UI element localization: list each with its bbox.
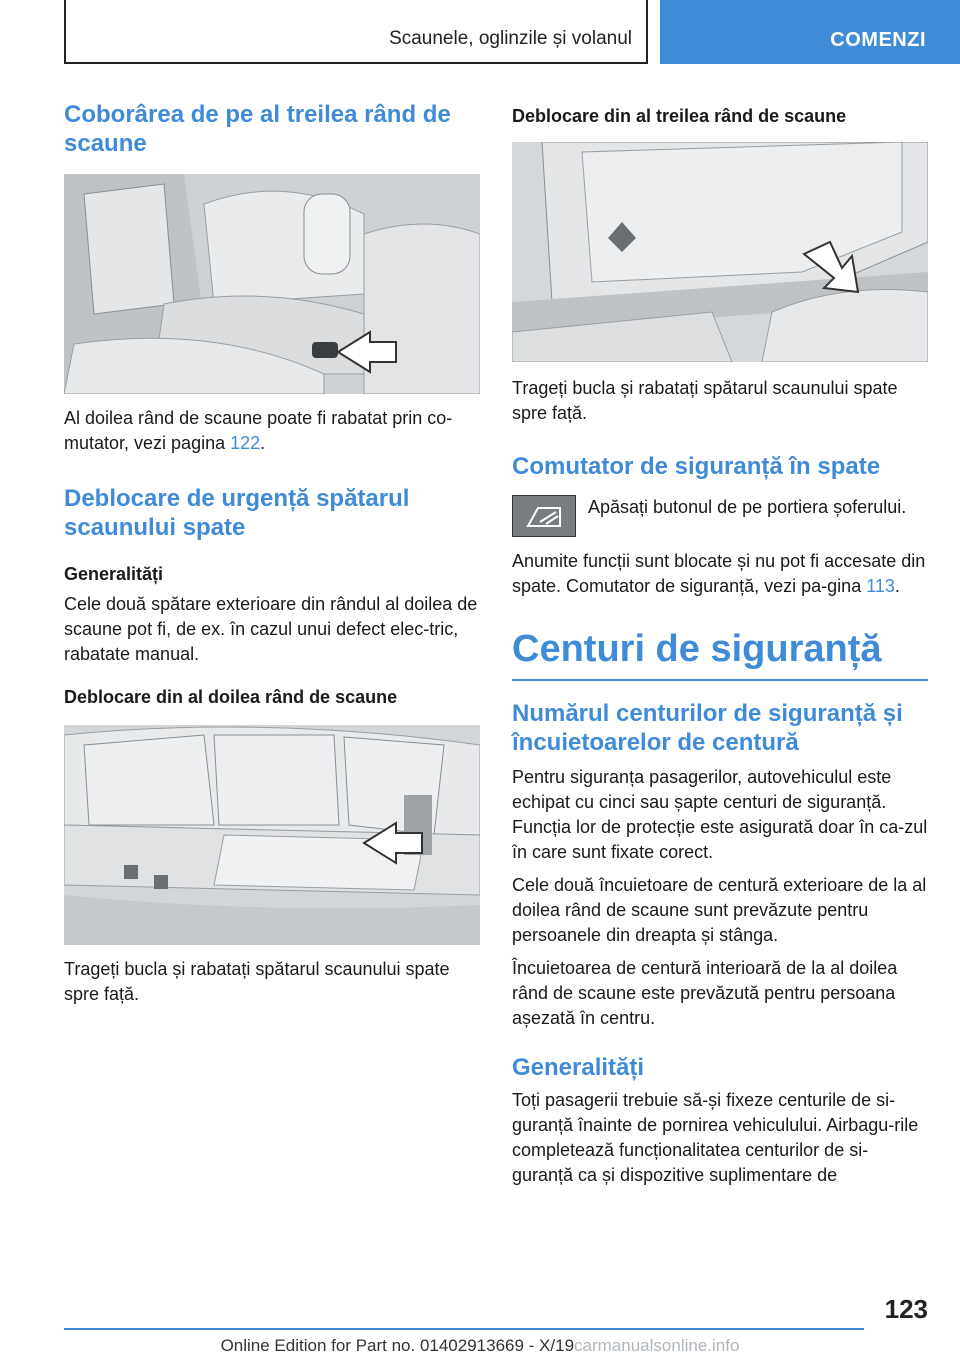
paragraph-end: .: [894, 576, 900, 596]
paragraph-outer-buckles: Cele două încuietoare de centură exterioare de la al doilea rând de scaune sunt prevăzute pentru persoanele din dreapta și stânga.: [512, 875, 927, 945]
right-column: [512, 100, 928, 1188]
edition-text: Online Edition for Part no. 01402913669 - X/19: [220, 1336, 575, 1355]
paragraph-end: .: [260, 433, 266, 453]
heading-number-of-belts: Numărul centurilor de siguranță și încuietoarelor de centură: [512, 700, 903, 756]
paragraph-pull-loop-2nd: Trageți bucla și rabatați spătarul scaunului spate spre față.: [64, 959, 450, 1004]
watermark: carmanualsonline.info: [574, 1336, 740, 1355]
paragraph-second-row: [64, 406, 480, 456]
paragraph-pull-loop-3rd: Trageți bucla și rabatați spătarul scaunului spate spre față.: [512, 378, 898, 423]
heading-general: Generalități: [64, 564, 164, 584]
heading-seat-belts: Centuri de siguranță: [512, 628, 882, 670]
page-link-122[interactable]: 122: [230, 433, 261, 453]
left-column: [64, 100, 480, 1007]
paragraph-inner-buckle: Încuietoarea de centură interioară de la al doilea rând de scaune este prevăzută pentru persoana așezată în centru.: [512, 958, 898, 1028]
paragraph-press-button: Apăsați butonul de pe portiera șoferului.: [588, 497, 907, 517]
figure-third-row-release: [512, 142, 928, 362]
paragraph-text: Anumite funcții sunt blocate și nu pot fi accesate din spate. Comutator de siguranță, vezi pa-gina: [512, 551, 926, 596]
heading-emergency-release: Deblocare de urgență spătarul scaunului spate: [64, 485, 410, 541]
paragraph-text: Al doilea rând de scaune poate fi rabatat prin co-mutator, vezi pagina: [64, 408, 453, 453]
paragraph-passenger-safety: Pentru siguranța pasagerilor, autovehiculul este echipat cu cinci sau șapte centuri de siguranță. Funcția lor de protecție este asigurată doar în ca-zul în care sunt fixate corect.: [512, 767, 928, 862]
heading-rule: [512, 679, 928, 681]
running-header-section: [64, 0, 648, 64]
paragraph-general: Cele două spătare exterioare din rândul al doilea de scaune pot fi, de ex. în cazul unui defect elec-tric, rabatate manual.: [64, 594, 478, 664]
chapter-label: COMENZI: [830, 29, 926, 51]
section-title: Scaunele, oglinzile și volanul: [389, 28, 632, 49]
page-number: 123: [884, 1294, 928, 1324]
paragraph-fasten-belts: Toți pasagerii trebuie să-și fixeze centurile de si-guranță înainte de pornirea vehiculului. Airbagu-rile completează funcționalitatea centurilor de si-guranță ca și dispozitive suplimentare de: [512, 1090, 919, 1185]
footer-rule: [64, 1328, 864, 1330]
chapter-tab: [660, 0, 960, 64]
heading-child-lock: Comutator de siguranță în spate: [512, 453, 881, 480]
page-link-113[interactable]: 113: [866, 576, 895, 596]
figure-second-row-release: [64, 725, 480, 945]
footer-edition: [0, 1336, 960, 1356]
figure-second-row-switch: [64, 174, 480, 394]
heading-second-row-release: Deblocare din al doilea rând de scaune: [64, 687, 398, 707]
paragraph-functions-blocked: [512, 549, 928, 599]
heading-third-row-exit: Coborârea de pe al treilea rând de scaune: [64, 101, 451, 157]
child-lock-window-icon: [512, 495, 576, 537]
heading-third-row-release: Deblocare din al treilea rând de scaune: [512, 106, 847, 126]
heading-general-belts: Generalități: [512, 1054, 645, 1081]
